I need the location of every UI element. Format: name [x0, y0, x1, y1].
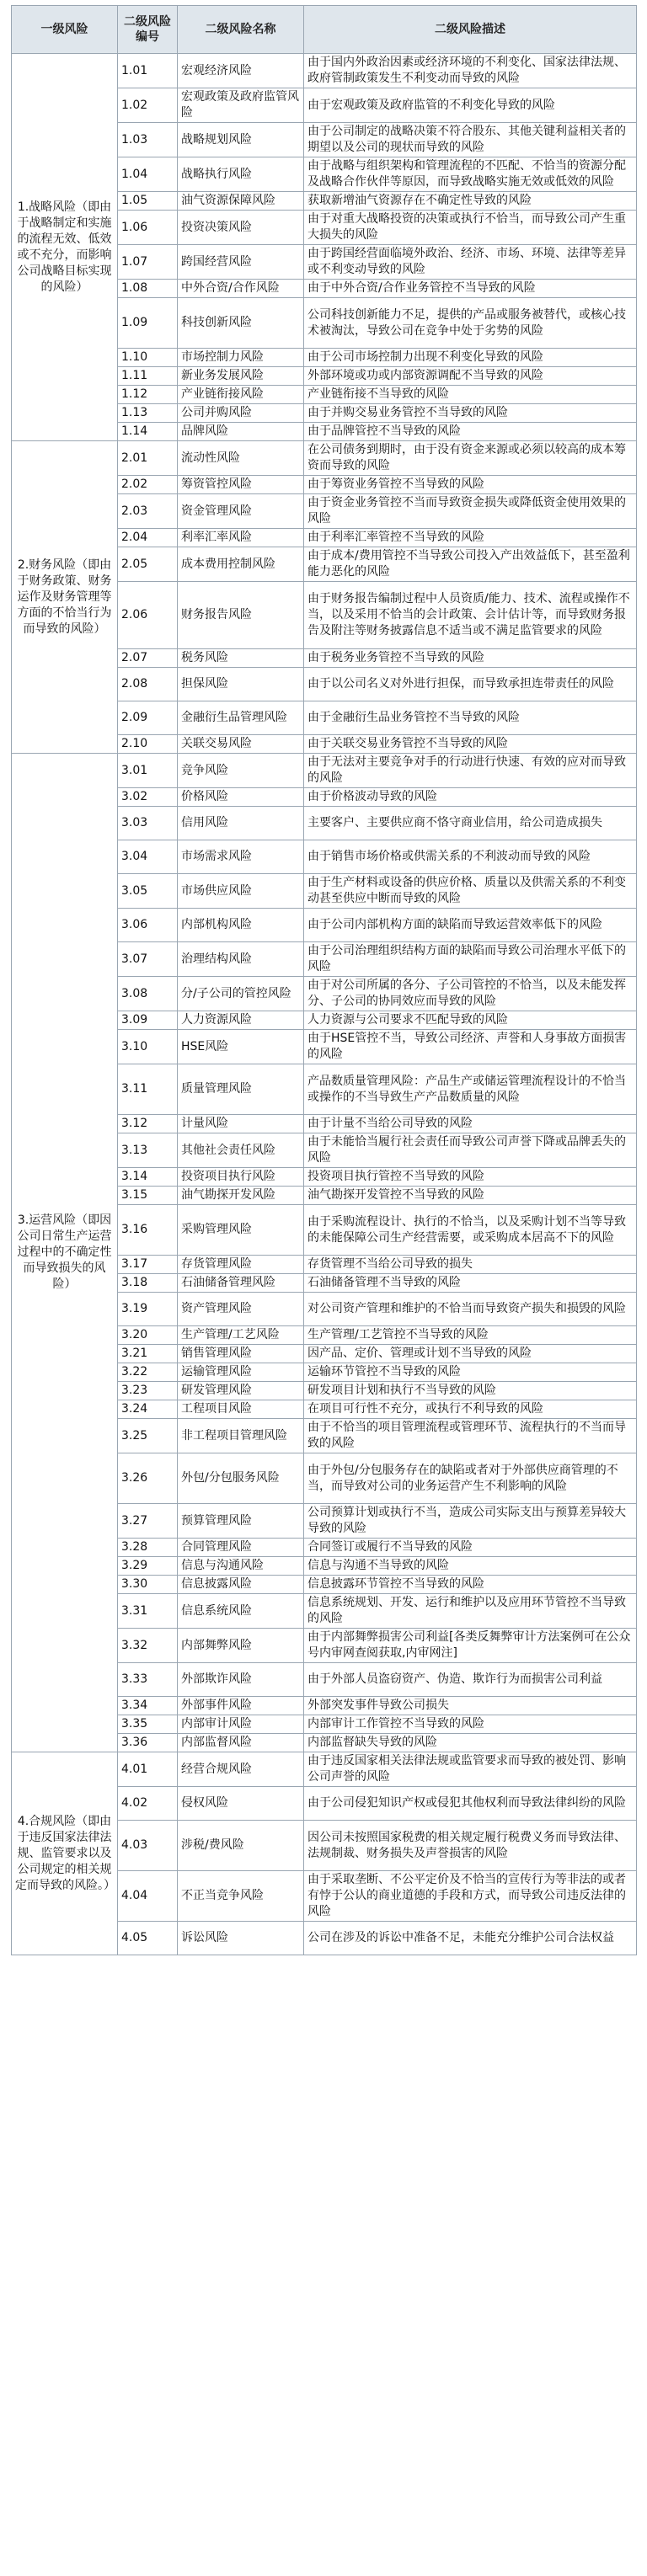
risk-name: 科技创新风险: [178, 298, 304, 349]
risk-code: 1.11: [118, 367, 178, 386]
risk-name: 工程项目风险: [178, 1400, 304, 1419]
header-level2-name: 二级风险名称: [178, 6, 304, 54]
risk-description: 人力资源与公司要求不匹配导致的风险: [304, 1011, 637, 1030]
risk-description: 运输环节管控不当导致的风险: [304, 1363, 637, 1382]
risk-name: 分/子公司的管控风险: [178, 977, 304, 1011]
risk-code: 4.04: [118, 1871, 178, 1922]
risk-code: 3.36: [118, 1734, 178, 1752]
risk-name: 信息系统风险: [178, 1594, 304, 1629]
risk-code: 1.10: [118, 349, 178, 367]
risk-name: 信息与沟通风险: [178, 1557, 304, 1576]
table-body: [12, 54, 637, 1955]
risk-description: 研发项目计划和执行不当导致的风险: [304, 1382, 637, 1400]
risk-code: 2.07: [118, 649, 178, 668]
level1-category: 4.合规风险（即由于违反国家法律法规、监管要求以及公司规定的相关规定而导致的风险。）: [12, 1752, 118, 1955]
table-row: [12, 54, 637, 88]
risk-description: 由于宏观政策及政府监管的不利变化导致的风险: [304, 88, 637, 123]
risk-description: 由于HSE管控不当，导致公司经济、声誉和人身事故方面损害的风险: [304, 1030, 637, 1064]
risk-description: 由于战略与组织架构和管理流程的不匹配、不恰当的资源分配及战略合作伙伴等原因，而导致战略实施无效或低效的风险: [304, 157, 637, 192]
risk-name: 财务报告风险: [178, 582, 304, 649]
risk-code: 3.01: [118, 754, 178, 788]
risk-table: [11, 5, 637, 1955]
risk-description: 油气勘探开发管控不当导致的风险: [304, 1187, 637, 1205]
risk-description: 主要客户、主要供应商不恪守商业信用，给公司造成损失: [304, 807, 637, 840]
risk-code: 1.04: [118, 157, 178, 192]
risk-code: 3.20: [118, 1326, 178, 1345]
risk-name: 信息披露风险: [178, 1576, 304, 1594]
table-row: [12, 441, 637, 476]
risk-code: 3.30: [118, 1576, 178, 1594]
risk-description: 投资项目执行管控不当导致的风险: [304, 1168, 637, 1187]
risk-name: 投资项目执行风险: [178, 1168, 304, 1187]
risk-code: 2.05: [118, 547, 178, 582]
risk-description: 产品数质量管理风险：产品生产或储运管理流程设计的不恰当或操作的不当导致生产产品数质量的风险: [304, 1064, 637, 1115]
risk-code: 2.01: [118, 441, 178, 476]
risk-description: 由于价格波动导致的风险: [304, 788, 637, 807]
risk-name: 价格风险: [178, 788, 304, 807]
risk-description: 信息与沟通不当导致的风险: [304, 1557, 637, 1576]
risk-code: 3.32: [118, 1629, 178, 1663]
risk-name: 人力资源风险: [178, 1011, 304, 1030]
risk-name: 内部机构风险: [178, 909, 304, 942]
table-row: [12, 1752, 637, 1787]
risk-code: 2.10: [118, 735, 178, 754]
risk-name: 流动性风险: [178, 441, 304, 476]
risk-name: 筹资管控风险: [178, 476, 304, 494]
risk-name: 油气资源保障风险: [178, 192, 304, 211]
risk-code: 3.02: [118, 788, 178, 807]
risk-code: 1.06: [118, 211, 178, 245]
risk-description: 信息系统规划、开发、运行和维护以及应用环节管控不当导致的风险: [304, 1594, 637, 1629]
risk-name: 研发管理风险: [178, 1382, 304, 1400]
risk-description: 由于关联交易业务管控不当导致的风险: [304, 735, 637, 754]
table-header: [12, 6, 637, 54]
risk-description: 因公司未按照国家税费的相关规定履行税费义务而导致法律、法规制裁、财务损失及声誉损害的风险: [304, 1821, 637, 1871]
risk-code: 3.19: [118, 1293, 178, 1326]
risk-code: 1.07: [118, 245, 178, 280]
risk-code: 1.13: [118, 404, 178, 423]
risk-code: 3.09: [118, 1011, 178, 1030]
risk-code: 3.07: [118, 942, 178, 977]
risk-description: 石油储备管理不当导致的风险: [304, 1274, 637, 1293]
risk-code: 4.01: [118, 1752, 178, 1787]
risk-name: 中外合资/合作风险: [178, 280, 304, 298]
risk-description: 合同签订或履行不当导致的风险: [304, 1539, 637, 1557]
risk-name: 竞争风险: [178, 754, 304, 788]
risk-name: 市场需求风险: [178, 840, 304, 874]
risk-code: 3.04: [118, 840, 178, 874]
risk-description: 由于国内外政治因素或经济环境的不利变化、国家法律法规、政府管制政策发生不利变动而导致的风险: [304, 54, 637, 88]
risk-code: 1.01: [118, 54, 178, 88]
risk-name: HSE风险: [178, 1030, 304, 1064]
risk-description: 由于外包/分包服务存在的缺陷或者对于外部供应商管理的不当，而导致对公司的业务运营产生不利影响的风险: [304, 1453, 637, 1504]
risk-code: 3.25: [118, 1419, 178, 1453]
risk-name: 诉讼风险: [178, 1922, 304, 1955]
risk-description: 外部突发事件导致公司损失: [304, 1697, 637, 1715]
risk-name: 经营合规风险: [178, 1752, 304, 1787]
risk-code: 3.28: [118, 1539, 178, 1557]
level1-category: 1.战略风险（即由于战略制定和实施的流程无效、低效或不充分，而影响公司战略目标实现的风险）: [12, 54, 118, 441]
risk-description: 由于并购交易业务管控不当导致的风险: [304, 404, 637, 423]
risk-description: 由于不恰当的项目管理流程或管理环节、流程执行的不当而导致的风险: [304, 1419, 637, 1453]
risk-name: 计量风险: [178, 1115, 304, 1133]
risk-description: 产业链衔接不当导致的风险: [304, 386, 637, 404]
risk-description: 由于公司侵犯知识产权或侵犯其他权利而导致法律纠纷的风险: [304, 1787, 637, 1821]
risk-code: 4.02: [118, 1787, 178, 1821]
risk-description: 由于资金业务管控不当而导致资金损失或降低资金使用效果的风险: [304, 494, 637, 529]
risk-name: 外部欺诈风险: [178, 1663, 304, 1697]
risk-name: 销售管理风险: [178, 1345, 304, 1363]
risk-code: 3.18: [118, 1274, 178, 1293]
risk-code: 3.13: [118, 1133, 178, 1168]
risk-name: 产业链衔接风险: [178, 386, 304, 404]
risk-description: 由于税务业务管控不当导致的风险: [304, 649, 637, 668]
risk-name: 油气勘探开发风险: [178, 1187, 304, 1205]
risk-description: 内部监督缺失导致的风险: [304, 1734, 637, 1752]
risk-code: 1.08: [118, 280, 178, 298]
risk-name: 不正当竞争风险: [178, 1871, 304, 1922]
risk-description: 存货管理不当给公司导致的损失: [304, 1256, 637, 1274]
risk-name: 石油储备管理风险: [178, 1274, 304, 1293]
risk-description: 由于筹资业务管控不当导致的风险: [304, 476, 637, 494]
risk-name: 非工程项目管理风险: [178, 1419, 304, 1453]
risk-description: 由于销售市场价格或供需关系的不利波动而导致的风险: [304, 840, 637, 874]
risk-description: 由于利率汇率管控不当导致的风险: [304, 529, 637, 547]
risk-description: 由于跨国经营面临境外政治、经济、市场、环境、法律等差异或不利变动导致的风险: [304, 245, 637, 280]
risk-code: 1.12: [118, 386, 178, 404]
risk-code: 2.08: [118, 668, 178, 701]
risk-code: 1.05: [118, 192, 178, 211]
risk-code: 3.34: [118, 1697, 178, 1715]
risk-name: 跨国经营风险: [178, 245, 304, 280]
risk-code: 2.09: [118, 701, 178, 735]
risk-description: 由于采取垄断、不公平定价及不恰当的宣传行为等非法的或者有悖于公认的商业道德的手段和方式，而导致公司违反法律的风险: [304, 1871, 637, 1922]
risk-name: 资金管理风险: [178, 494, 304, 529]
risk-name: 存货管理风险: [178, 1256, 304, 1274]
risk-name: 预算管理风险: [178, 1504, 304, 1539]
risk-description: 对公司资产管理和维护的不恰当而导致资产损失和损毁的风险: [304, 1293, 637, 1326]
risk-name: 质量管理风险: [178, 1064, 304, 1115]
risk-name: 品牌风险: [178, 423, 304, 441]
risk-description: 由于外部人员盗窃资产、伪造、欺诈行为而损害公司利益: [304, 1663, 637, 1697]
risk-description: 因产品、定价、管理或计划不当导致的风险: [304, 1345, 637, 1363]
risk-name: 侵权风险: [178, 1787, 304, 1821]
risk-code: 2.02: [118, 476, 178, 494]
risk-description: 由于生产材料或设备的供应价格、质量以及供需关系的不利变动甚至供应中断而导致的风险: [304, 874, 637, 909]
risk-name: 战略执行风险: [178, 157, 304, 192]
header-level2-desc: 二级风险描述: [304, 6, 637, 54]
risk-code: 3.12: [118, 1115, 178, 1133]
risk-code: 3.06: [118, 909, 178, 942]
risk-name: 战略规划风险: [178, 123, 304, 157]
risk-description: 获取新增油气资源存在不确定性导致的风险: [304, 192, 637, 211]
risk-code: 3.33: [118, 1663, 178, 1697]
risk-name: 投资决策风险: [178, 211, 304, 245]
risk-name: 内部舞弊风险: [178, 1629, 304, 1663]
risk-name: 金融衍生品管理风险: [178, 701, 304, 735]
risk-description: 由于品牌管控不当导致的风险: [304, 423, 637, 441]
risk-description: 由于成本/费用管控不当导致公司投入产出效益低下，甚至盈利能力恶化的风险: [304, 547, 637, 582]
risk-code: 1.02: [118, 88, 178, 123]
risk-name: 宏观政策及政府监管风险: [178, 88, 304, 123]
risk-name: 生产管理/工艺风险: [178, 1326, 304, 1345]
risk-code: 3.15: [118, 1187, 178, 1205]
risk-description: 由于内部舞弊损害公司利益[各类反舞弊审计方法案例可在公众号内审网查阅获取,内审网注]: [304, 1629, 637, 1663]
risk-description: 由于公司内部机构方面的缺陷而导致运营效率低下的风险: [304, 909, 637, 942]
risk-code: 3.26: [118, 1453, 178, 1504]
risk-code: 3.05: [118, 874, 178, 909]
risk-name: 外包/分包服务风险: [178, 1453, 304, 1504]
risk-code: 3.21: [118, 1345, 178, 1363]
risk-code: 3.35: [118, 1715, 178, 1734]
risk-name: 运输管理风险: [178, 1363, 304, 1382]
risk-description: 在项目可行性不充分，或执行不利导致的风险: [304, 1400, 637, 1419]
risk-code: 3.31: [118, 1594, 178, 1629]
risk-name: 市场控制力风险: [178, 349, 304, 367]
risk-description: 由于财务报告编制过程中人员资质/能力、技术、流程或操作不当，以及采用不恰当的会计政策、会计估计等，而导致财务报告及附注等财务披露信息不适当或不满足监管要求的风险: [304, 582, 637, 649]
level1-category: 2.财务风险（即由于财务政策、财务运作及财务管理等方面的不恰当行为而导致的风险）: [12, 441, 118, 754]
risk-description: 外部环境或功或内部资源调配不当导致的风险: [304, 367, 637, 386]
risk-description: 内部审计工作管控不当导致的风险: [304, 1715, 637, 1734]
risk-code: 3.11: [118, 1064, 178, 1115]
risk-description: 由于违反国家相关法律法规或监管要求而导致的被处罚、影响公司声誉的风险: [304, 1752, 637, 1787]
risk-code: 3.14: [118, 1168, 178, 1187]
risk-description: 由于对重大战略投资的决策或执行不恰当，而导致公司产生重大损失的风险: [304, 211, 637, 245]
risk-name: 信用风险: [178, 807, 304, 840]
risk-code: 3.10: [118, 1030, 178, 1064]
risk-description: 由于对公司所属的各分、子公司管控的不恰当，以及未能发挥分、子公司的协同效应而导致的风险: [304, 977, 637, 1011]
risk-name: 内部监督风险: [178, 1734, 304, 1752]
risk-description: 生产管理/工艺管控不当导致的风险: [304, 1326, 637, 1345]
risk-code: 4.03: [118, 1821, 178, 1871]
risk-code: 4.05: [118, 1922, 178, 1955]
risk-code: 2.03: [118, 494, 178, 529]
risk-code: 3.24: [118, 1400, 178, 1419]
risk-code: 2.04: [118, 529, 178, 547]
risk-description: 由于公司市场控制力出现不利变化导致的风险: [304, 349, 637, 367]
risk-description: 由于公司制定的战略决策不符合股东、其他关键利益相关者的期望以及公司的现状而导致的风险: [304, 123, 637, 157]
risk-name: 税务风险: [178, 649, 304, 668]
risk-code: 3.22: [118, 1363, 178, 1382]
risk-description: 由于采购流程设计、执行的不恰当，以及采购计划不当等导致的未能保障公司生产经营需要，或采购成本居高不下的风险: [304, 1205, 637, 1256]
risk-code: 3.03: [118, 807, 178, 840]
risk-code: 3.23: [118, 1382, 178, 1400]
risk-code: 3.16: [118, 1205, 178, 1256]
risk-description: 由于未能恰当履行社会责任而导致公司声誉下降或品牌丢失的风险: [304, 1133, 637, 1168]
risk-code: 3.27: [118, 1504, 178, 1539]
risk-name: 利率汇率风险: [178, 529, 304, 547]
risk-name: 新业务发展风险: [178, 367, 304, 386]
header-level1: 一级风险: [12, 6, 118, 54]
risk-name: 其他社会责任风险: [178, 1133, 304, 1168]
risk-description: 公司科技创新能力不足，提供的产品或服务被替代，或核心技术被淘汰，导致公司在竞争中处于劣势的风险: [304, 298, 637, 349]
risk-name: 公司并购风险: [178, 404, 304, 423]
risk-name: 资产管理风险: [178, 1293, 304, 1326]
risk-description: 由于无法对主要竞争对手的行动进行快速、有效的应对而导致的风险: [304, 754, 637, 788]
risk-name: 合同管理风险: [178, 1539, 304, 1557]
risk-name: 采购管理风险: [178, 1205, 304, 1256]
risk-name: 涉税/费风险: [178, 1821, 304, 1871]
level1-category: 3.运营风险（即因公司日常生产运营过程中的不确定性而导致损失的风险）: [12, 754, 118, 1752]
risk-name: 关联交易风险: [178, 735, 304, 754]
table-row: [12, 754, 637, 788]
risk-code: 3.17: [118, 1256, 178, 1274]
risk-description: 由于公司治理组织结构方面的缺陷而导致公司治理水平低下的风险: [304, 942, 637, 977]
header-code: 二级风险编号: [118, 6, 178, 54]
risk-name: 外部事件风险: [178, 1697, 304, 1715]
risk-name: 宏观经济风险: [178, 54, 304, 88]
risk-name: 市场供应风险: [178, 874, 304, 909]
risk-description: 公司预算计划或执行不当，造成公司实际支出与预算差异较大导致的风险: [304, 1504, 637, 1539]
risk-code: 2.06: [118, 582, 178, 649]
risk-code: 3.29: [118, 1557, 178, 1576]
risk-description: 由于金融衍生品业务管控不当导致的风险: [304, 701, 637, 735]
risk-name: 担保风险: [178, 668, 304, 701]
risk-name: 成本费用控制风险: [178, 547, 304, 582]
risk-description: 由于计量不当给公司导致的风险: [304, 1115, 637, 1133]
risk-code: 1.03: [118, 123, 178, 157]
risk-name: 治理结构风险: [178, 942, 304, 977]
risk-description: 由于以公司名义对外进行担保，而导致承担连带责任的风险: [304, 668, 637, 701]
risk-code: 1.09: [118, 298, 178, 349]
risk-code: 1.14: [118, 423, 178, 441]
risk-description: 信息披露环节管控不当导致的风险: [304, 1576, 637, 1594]
risk-code: 3.08: [118, 977, 178, 1011]
risk-description: 由于中外合资/合作业务管控不当导致的风险: [304, 280, 637, 298]
risk-name: 内部审计风险: [178, 1715, 304, 1734]
risk-description: 在公司债务到期时，由于没有资金来源或必须以较高的成本筹资而导致的风险: [304, 441, 637, 476]
risk-description: 公司在涉及的诉讼中准备不足，未能充分维护公司合法权益: [304, 1922, 637, 1955]
